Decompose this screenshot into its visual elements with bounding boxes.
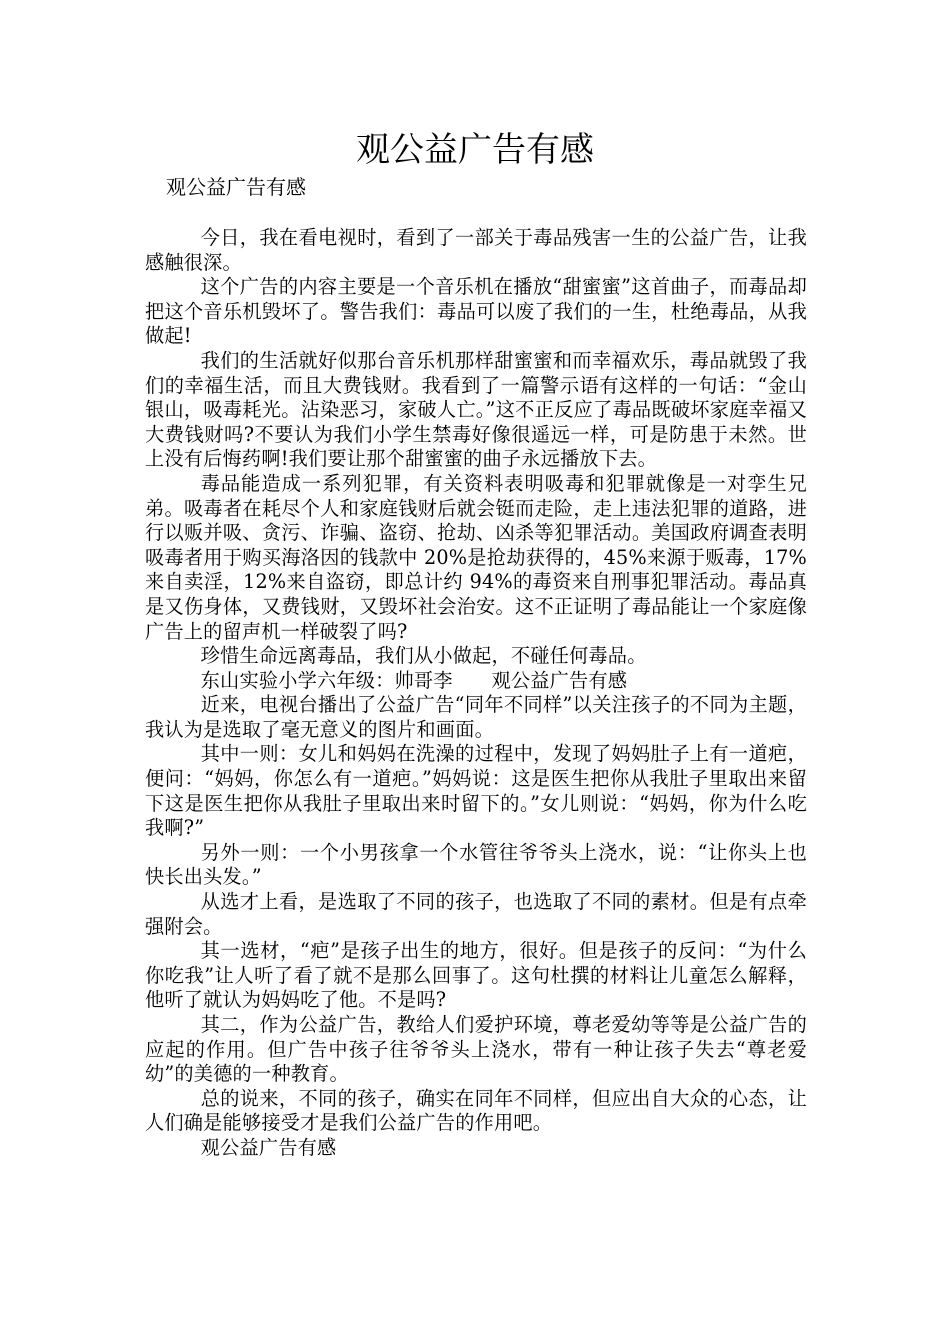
paragraph: 其一选材，“疤”是孩子出生的地方，很好。但是孩子的反问：“为什么你吃我”让人听了看了就不是那么回事了。这句杜撰的材料让儿童怎么解释，他听了就认为妈妈吃了他。不是吗? (145, 939, 807, 1012)
author-line: 东山实验小学六年级：帅哥李 观公益广告有感 (200, 668, 628, 692)
closing-line: 观公益广告有感 (200, 1135, 337, 1159)
paragraph: 我们的生活就好似那台音乐机那样甜蜜蜜和而幸福欢乐，毒品就毁了我们的幸福生活，而且大费钱财。我看到了一篇警示语有这样的一句话：“金山银山，吸毒耗光。沾染恶习，家破人亡。”这不正反应了毒品既破坏家庭幸福又大费钱财吗?不要认为我们小学生禁毒好像很遥远一样，可是防患于未然。世上没有后悔药啊!我们要让那个甜蜜蜜的曲子永远播放下去。 (145, 348, 807, 471)
document-body (145, 226, 807, 1161)
paragraph: 这个广告的内容主要是一个音乐机在播放“甜蜜蜜”这首曲子，而毒品却把这个音乐机毁坏了。警告我们：毒品可以废了我们的一生，杜绝毒品，从我做起! (145, 275, 807, 348)
paragraph: 其中一则：女儿和妈妈在洗澡的过程中，发现了妈妈肚子上有一道疤，便问：“妈妈，你怎么有一道疤。”妈妈说：这是医生把你从我肚子里取出来留下这是医生把你从我肚子里取出来时留下的。”女儿则说：“妈妈，你为什么吃我啊?” (145, 742, 807, 840)
paragraph: 毒品能造成一系列犯罪，有关资料表明吸毒和犯罪就像是一对孪生兄弟。吸毒者在耗尽个人和家庭钱财后就会铤而走险，走上违法犯罪的道路，进行以贩并吸、贪污、诈骗、盗窃、抢劫、凶杀等犯罪活动。美国政府调查表明吸毒者用于购买海洛因的钱款中 20%是抢劫获得的，45%来源于贩毒，17%来自卖淫，12%来自盗窃，即总计约 94%的毒资来自刑事犯罪活动。毒品真是又伤身体，又费钱财，又毁坏社会治安。这不正证明了毒品能让一个家庭像广告上的留声机一样破裂了吗? (145, 471, 807, 643)
paragraph: 从选才上看，是选取了不同的孩子，也选取了不同的素材。但是有点牵强附会。 (145, 890, 807, 938)
paragraph: 近来，电视台播出了公益广告“同年不同样”以关注孩子的不同为主题，我认为是选取了毫无意义的图片和画面。 (145, 693, 807, 741)
paragraph: 总的说来，不同的孩子，确实在同年不同样，但应出自大众的心态，让人们确是能够接受才是我们公益广告的作用吧。 (145, 1086, 807, 1135)
paragraph: 另外一则：一个小男孩拿一个水管往爷爷头上浇水，说：“让你头上也快长出头发。” (145, 840, 807, 889)
document-title: 观公益广告有感 (356, 130, 594, 170)
paragraph: 珍惜生命远离毒品，我们从小做起，不碰任何毒品。 (200, 644, 647, 668)
document-subtitle: 观公益广告有感 (166, 175, 306, 199)
paragraph: 其二，作为公益广告，教给人们爱护环境，尊老爱幼等等是公益广告的应起的作用。但广告中孩子往爷爷头上浇水，带有一种让孩子失去“尊老爱幼”的美德的一种教育。 (145, 1013, 807, 1086)
paragraph: 今日，我在看电视时，看到了一部关于毒品残害一生的公益广告，让我感触很深。 (145, 226, 807, 274)
